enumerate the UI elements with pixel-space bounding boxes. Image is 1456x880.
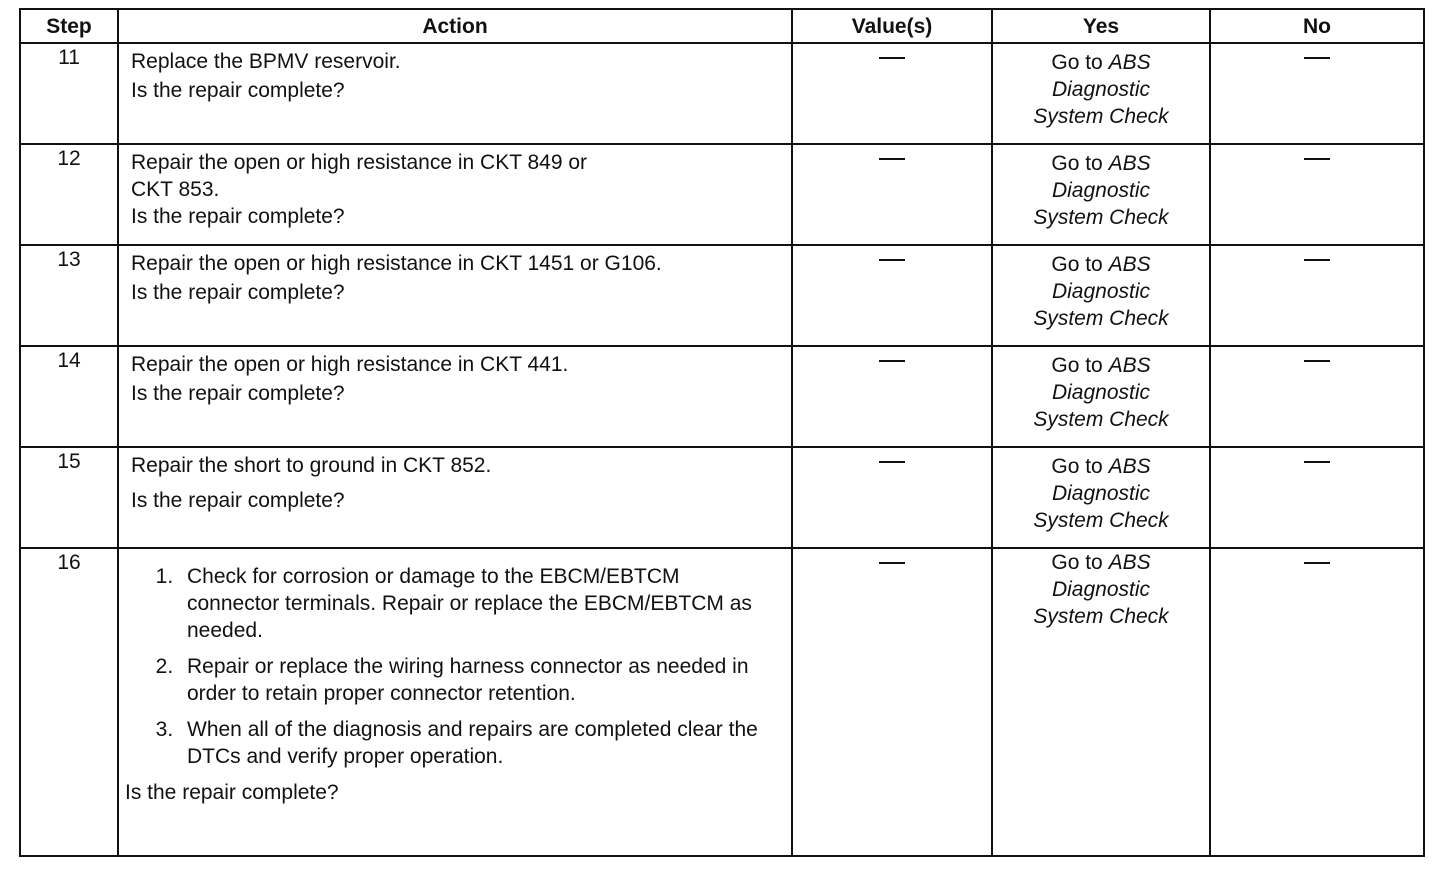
no-cell	[1210, 144, 1424, 245]
yes-reference: System Check	[1033, 605, 1169, 628]
value-dash	[879, 360, 905, 362]
action-text: CKT 853.	[131, 178, 220, 201]
action-cell	[118, 548, 792, 856]
action-question: Is the repair complete?	[131, 382, 345, 405]
yes-prefix: Go to	[1051, 354, 1109, 377]
value-cell	[792, 447, 992, 548]
yes-reference: Diagnostic	[1051, 78, 1151, 101]
action-list	[119, 563, 791, 770]
diagnostic-table	[19, 8, 1425, 857]
header-step: Step	[20, 9, 118, 43]
no-dash	[1304, 562, 1330, 564]
yes-reference: System Check	[1033, 105, 1169, 128]
value-cell	[792, 245, 992, 346]
header-no: No	[1210, 9, 1424, 43]
value-cell	[792, 346, 992, 447]
action-text: Repair the open or high resistance in CKT 849 or	[131, 151, 588, 174]
yes-prefix: Go to	[1051, 253, 1109, 276]
step-number: 16	[20, 548, 118, 856]
yes-reference: ABS	[1108, 253, 1151, 276]
value-dash	[879, 461, 905, 463]
yes-cell	[992, 447, 1210, 548]
no-cell	[1210, 548, 1424, 856]
yes-reference: Diagnostic	[1051, 280, 1151, 303]
no-dash	[1304, 461, 1330, 463]
yes-reference: System Check	[1033, 408, 1169, 431]
no-dash	[1304, 57, 1330, 59]
action-list-item: 1. Check for corrosion or damage to the EBCM/EBTCM connector terminals. Repair or replace the EBCM/EBTCM as needed.	[179, 563, 771, 644]
yes-reference: ABS	[1108, 152, 1151, 175]
no-dash	[1304, 259, 1330, 261]
action-cell	[118, 144, 792, 245]
table-row	[20, 447, 1424, 548]
yes-cell	[992, 346, 1210, 447]
no-cell	[1210, 245, 1424, 346]
table-row	[20, 346, 1424, 447]
yes-reference: System Check	[1033, 509, 1169, 532]
table-row	[20, 245, 1424, 346]
no-cell	[1210, 43, 1424, 144]
header-values: Value(s)	[792, 9, 992, 43]
no-cell	[1210, 346, 1424, 447]
yes-prefix: Go to	[1051, 51, 1109, 74]
yes-cell	[992, 548, 1210, 856]
no-dash	[1304, 158, 1330, 160]
action-list-item: 3. When all of the diagnosis and repairs are completed clear the DTCs and verify proper operation.	[179, 716, 771, 770]
value-cell	[792, 144, 992, 245]
value-dash	[879, 158, 905, 160]
yes-reference: ABS	[1108, 551, 1151, 574]
action-text: Replace the BPMV reservoir.	[131, 50, 401, 73]
action-cell	[118, 346, 792, 447]
table-row	[20, 144, 1424, 245]
action-question: Is the repair complete?	[125, 781, 339, 804]
value-cell	[792, 43, 992, 144]
header-yes: Yes	[992, 9, 1210, 43]
value-dash	[879, 259, 905, 261]
yes-prefix: Go to	[1051, 551, 1109, 574]
action-question: Is the repair complete?	[131, 79, 345, 102]
value-dash	[879, 57, 905, 59]
no-cell	[1210, 447, 1424, 548]
table-row	[20, 43, 1424, 144]
no-dash	[1304, 360, 1330, 362]
header-row	[20, 9, 1424, 43]
yes-reference: Diagnostic	[1051, 578, 1151, 601]
yes-cell	[992, 43, 1210, 144]
yes-reference: ABS	[1108, 354, 1151, 377]
action-list-item: 2. Repair or replace the wiring harness connector as needed in order to retain proper connector retention.	[179, 653, 771, 707]
yes-reference: Diagnostic	[1051, 179, 1151, 202]
action-text: Repair the short to ground in CKT 852.	[131, 454, 492, 477]
yes-reference: System Check	[1033, 307, 1169, 330]
action-question: Is the repair complete?	[131, 489, 345, 512]
action-cell	[118, 43, 792, 144]
action-question: Is the repair complete?	[131, 205, 345, 228]
action-cell	[118, 245, 792, 346]
header-action: Action	[118, 9, 792, 43]
yes-prefix: Go to	[1051, 152, 1109, 175]
yes-cell	[992, 245, 1210, 346]
yes-reference: Diagnostic	[1051, 381, 1151, 404]
yes-reference: ABS	[1108, 51, 1151, 74]
value-dash	[879, 562, 905, 564]
step-number: 13	[20, 245, 118, 346]
yes-reference: System Check	[1033, 206, 1169, 229]
table-row	[20, 548, 1424, 856]
action-text: Repair the open or high resistance in CKT 441.	[131, 353, 569, 376]
yes-prefix: Go to	[1051, 455, 1109, 478]
action-text: Repair the open or high resistance in CKT 1451 or G106.	[131, 252, 662, 275]
step-number: 14	[20, 346, 118, 447]
yes-reference: ABS	[1108, 455, 1151, 478]
action-question: Is the repair complete?	[131, 281, 345, 304]
value-cell	[792, 548, 992, 856]
step-number: 15	[20, 447, 118, 548]
action-cell	[118, 447, 792, 548]
yes-reference: Diagnostic	[1051, 482, 1151, 505]
step-number: 11	[20, 43, 118, 144]
yes-cell	[992, 144, 1210, 245]
step-number: 12	[20, 144, 118, 245]
